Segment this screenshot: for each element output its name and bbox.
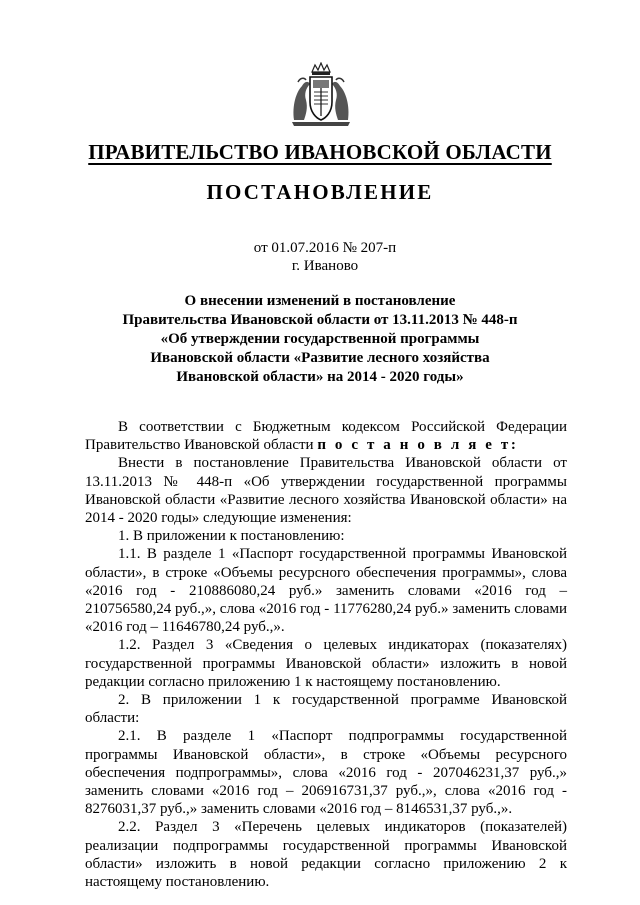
city: г. Иваново bbox=[291, 258, 359, 274]
body-paragraph: 2. В приложении 1 к государственной программе Ивановской области: bbox=[85, 692, 567, 727]
preamble-paragraph bbox=[85, 418, 567, 454]
government-title bbox=[0, 140, 640, 165]
body-paragraph: 1.2. Раздел 3 «Сведения о целевых индикаторах (показателях) государственной программы Ивановской области» изложить в новой редакции согласно приложению 1 к настоящему постановлению. bbox=[85, 637, 567, 690]
government-title-text: ПРАВИТЕЛЬСТВО ИВАНОВСКОЙ ОБЛАСТИ bbox=[88, 140, 552, 164]
body-paragraph: 2.2. Раздел 3 «Перечень целевых индикаторов (показателей) реализации подпрограммы государственной программы Ивановской области» изложить в новой редакции согласно приложению 2 к настоящему постановлению. bbox=[85, 819, 567, 891]
subject-line: Ивановской области» на 2014 - 2020 годы» bbox=[176, 369, 464, 385]
body-paragraph: Внести в постановление Правительства Ивановской области от 13.11.2013 № 448-п «Об утверждении государственной программы Ивановской области «Развитие лесного хозяйства Ивановской области» на 2014 - 2020 годы» следующие изменения: bbox=[85, 455, 567, 527]
date-number: от 01.07.2016 № 207-п bbox=[253, 240, 397, 256]
document-type: ПОСТАНОВЛЕНИЕ bbox=[206, 180, 434, 204]
body-paragraph: 1. В приложении к постановлению: bbox=[118, 528, 345, 545]
subject-line: Правительства Ивановской области от 13.11.2013 № 448-п bbox=[122, 312, 518, 328]
subject-line: «Об утверждении государственной программы bbox=[160, 331, 480, 347]
subject-line: Ивановской области «Развитие лесного хозяйства bbox=[150, 350, 490, 366]
preamble-text: В соответствии с Бюджетным кодексом Российской Федерации Правительство Ивановской области bbox=[85, 419, 567, 454]
document-subject bbox=[0, 292, 640, 387]
coat-of-arms-icon bbox=[290, 62, 352, 128]
subject-line: О внесении изменений в постановление bbox=[184, 293, 456, 309]
document-body bbox=[85, 418, 567, 891]
decree-word: п о с т а н о в л я е т: bbox=[317, 437, 519, 454]
body-paragraph: 1.1. В разделе 1 «Паспорт государственной программы Ивановской области», в строке «Объемы ресурсного обеспечения программы», слова «2016 год - 210886080,24 руб.» заменить словами «2016 год – 210756580,24 руб.,», слова «2016 год - 11776280,24 руб.» заменить словами «2016 год – 11646780,24 руб.,». bbox=[85, 546, 567, 636]
body-paragraph: 2.1. В разделе 1 «Паспорт подпрограммы государственной программы Ивановской области», в строке «Объемы ресурсного обеспечения подпрограммы», слова «2016 год - 207046231,37 руб.,» заменить словами «2016 год – 206916731,37 руб.,», слова «2016 год - 8276031,37 руб.,» заменить словами «2016 год – 8146531,37 руб.,». bbox=[85, 728, 567, 818]
